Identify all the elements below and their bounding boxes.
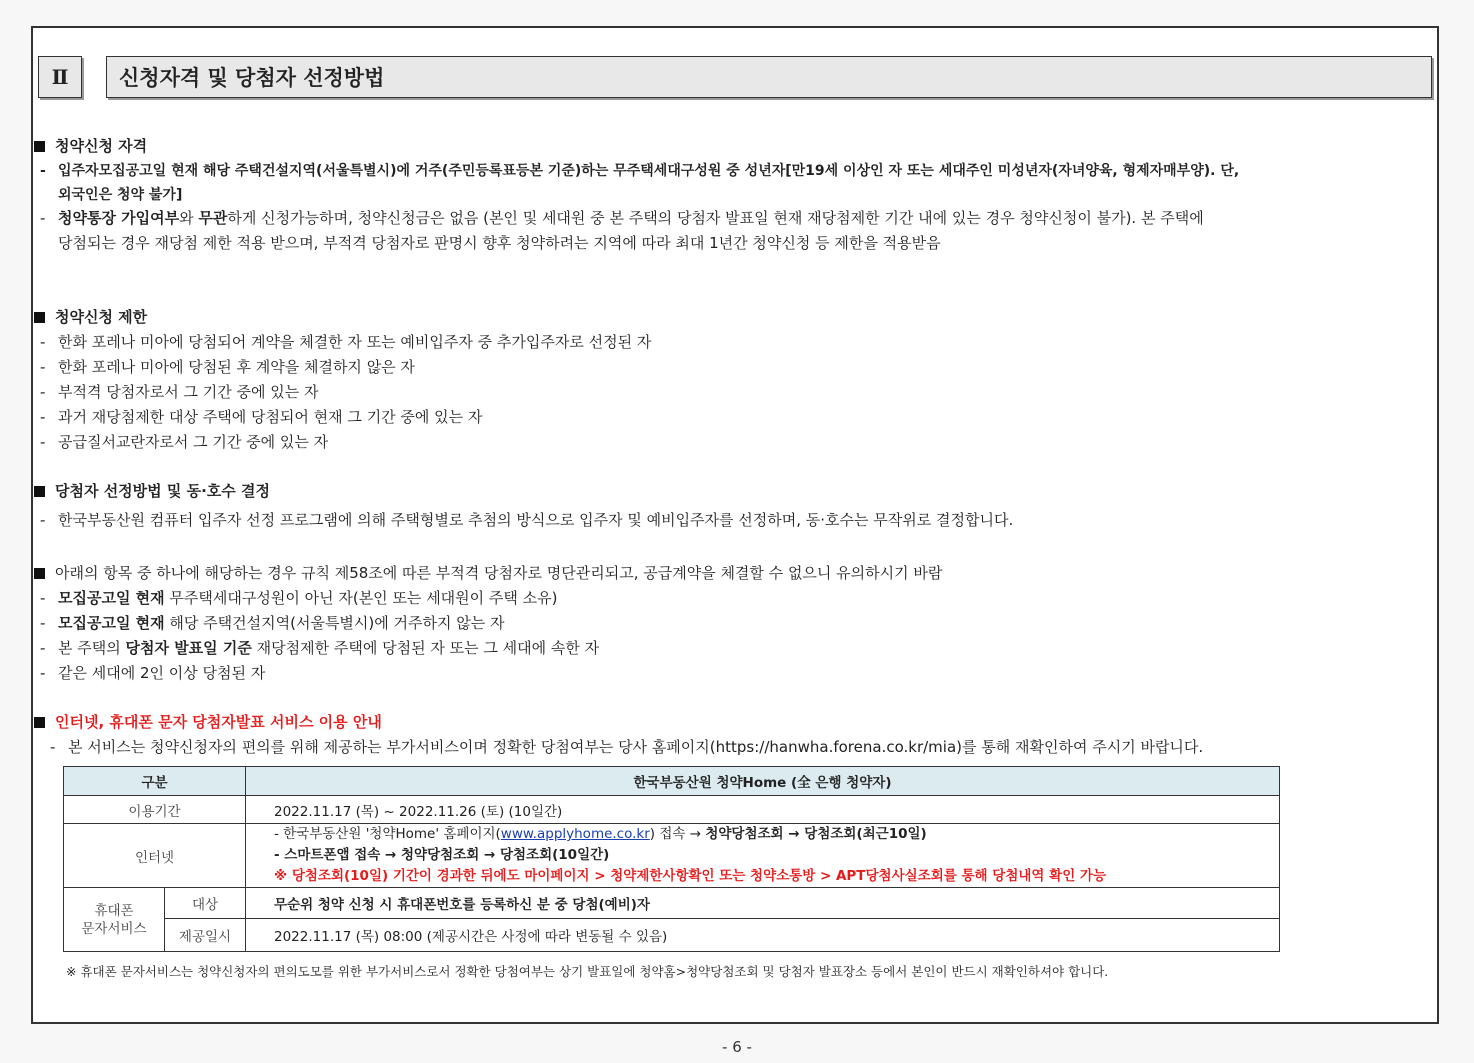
selection-method-line: - 한국부동산원 컴퓨터 입주자 선정 프로그램에 의해 주택형별로 추첨의 방식으로 입주자 및 예비입주자를 선정하며, 동·호수는 무작위로 결정합니다. xyxy=(40,511,1014,529)
row-label-internet: 인터넷 xyxy=(64,824,246,888)
ineligible-item: - 같은 세대에 2인 이상 당첨된 자 xyxy=(40,664,266,682)
heading-eligibility: 청약신청 자격 xyxy=(34,137,147,155)
restriction-item: - 부적격 당첨자로서 그 기간 중에 있는 자 xyxy=(40,383,319,401)
row-value-internet xyxy=(246,824,1280,888)
row-sublabel-datetime: 제공일시 xyxy=(165,919,246,952)
square-bullet-icon xyxy=(34,141,45,152)
row-value-period: 2022.11.17 (목) ~ 2022.11.26 (토) (10일간) xyxy=(246,796,1280,824)
internet-line-2: - 스마트폰앱 접속 → 청약당첨조회 → 당첨조회(10일간) xyxy=(274,847,610,863)
table-row xyxy=(64,796,1280,824)
notification-service-table xyxy=(63,766,1280,952)
table-row xyxy=(64,824,1280,888)
internet-line-3: ※ 당첨조회(10일) 기간이 경과한 뒤에도 마이페이지 > 청약제한사항확인 또는 청약소통방 > APT당첨사실조회를 통해 당첨내역 확인 가능 xyxy=(274,868,1107,884)
ineligible-item: - 본 주택의 당첨자 발표일 기준 재당첨제한 주택에 당첨된 자 또는 그 세대에 속한 자 xyxy=(40,639,600,657)
square-bullet-icon xyxy=(34,312,45,323)
eligibility-line-2: - 청약통장 가입여부와 무관하게 신청가능하며, 청약신청금은 없음 (본인 및 세대원 중 본 주택의 당첨자 발표일 현재 재당첨제한 기간 내에 있는 경우 청약신청이 불가). 본 주택에 xyxy=(40,209,1204,227)
heading-restriction: 청약신청 제한 xyxy=(34,308,147,326)
table-row xyxy=(64,888,1280,919)
heading-notification-service: 인터넷, 휴대폰 문자 당첨자발표 서비스 이용 안내 xyxy=(34,713,382,731)
heading-ineligible: 아래의 항목 중 하나에 해당하는 경우 규칙 제58조에 따른 부적격 당첨자로 명단관리되고, 공급계약을 체결할 수 없으니 유의하시기 바람 xyxy=(34,564,942,582)
row-value-target: 무순위 청약 신청 시 휴대폰번호를 등록하신 분 중 당첨(예비)자 xyxy=(246,888,1280,919)
restriction-item: - 한화 포레나 미아에 당첨되어 계약을 체결한 자 또는 예비입주자 중 추가입주자로 선정된 자 xyxy=(40,333,652,351)
restriction-item: - 공급질서교란자로서 그 기간 중에 있는 자 xyxy=(40,433,329,451)
square-bullet-icon xyxy=(34,568,45,579)
row-label-sms-service: 휴대폰 문자서비스 xyxy=(64,888,165,952)
restriction-item: - 한화 포레나 미아에 당첨된 후 계약을 체결하지 않은 자 xyxy=(40,358,415,376)
table-header-category: 구분 xyxy=(64,767,246,796)
eligibility-line-1b: 외국인은 청약 불가] xyxy=(58,187,183,203)
notification-service-line: - 본 서비스는 청약신청자의 편의를 위해 제공하는 부가서비스이며 정확한 당첨여부는 당사 홈페이지(https://hanwha.forena.co.kr/mia)를 통해 재확인하여 주시기 바랍니다. xyxy=(50,738,1204,756)
ineligible-item: - 모집공고일 현재 해당 주택건설지역(서울특별시)에 거주하지 않는 자 xyxy=(40,614,505,632)
applyhome-link[interactable]: www.applyhome.co.kr xyxy=(500,826,650,842)
footnote: ※ 휴대폰 문자서비스는 청약신청자의 편의도모를 위한 부가서비스로서 정확한 당첨여부는 상기 발표일에 청약홈>청약당첨조회 및 당첨자 발표장소 등에서 본인이 반드시 재확인하셔야 합니다. xyxy=(66,964,1109,979)
section-number: Ⅱ xyxy=(38,56,82,98)
page-number: - 6 - xyxy=(722,1038,752,1056)
row-sublabel-target: 대상 xyxy=(165,888,246,919)
square-bullet-icon xyxy=(34,486,45,497)
square-bullet-icon xyxy=(34,717,45,728)
internet-line-1: - 한국부동산원 '청약Home' 홈페이지(www.applyhome.co.kr) 접속 → 청약당첨조회 → 당첨조회(최근10일) xyxy=(274,826,927,842)
row-value-datetime: 2022.11.17 (목) 08:00 (제공시간은 사정에 따라 변동될 수 있음) xyxy=(246,919,1280,952)
ineligible-item: - 모집공고일 현재 무주택세대구성원이 아닌 자(본인 또는 세대원이 주택 소유) xyxy=(40,589,558,607)
section-title: 신청자격 및 당첨자 선정방법 xyxy=(106,56,1432,98)
table-header-service: 한국부동산원 청약Home (全 은행 청약자) xyxy=(246,767,1280,796)
heading-selection-method: 당첨자 선정방법 및 동·호수 결정 xyxy=(34,482,270,500)
eligibility-line-1: - 입주자모집공고일 현재 해당 주택건설지역(서울특별시)에 거주(주민등록표등본 기준)하는 무주택세대구성원 중 성년자[만19세 이상인 자 또는 세대주인 미성년자(자녀양육, 형제자매부양). 단, xyxy=(40,163,1240,179)
row-label-period: 이용기간 xyxy=(64,796,246,824)
restriction-item: - 과거 재당첨제한 대상 주택에 당첨되어 현재 그 기간 중에 있는 자 xyxy=(40,408,483,426)
table-row xyxy=(64,919,1280,952)
eligibility-line-2b: 당첨되는 경우 재당첨 제한 적용 받으며, 부적격 당첨자로 판명시 향후 청약하려는 지역에 따라 최대 1년간 청약신청 등 제한을 적용받음 xyxy=(58,234,941,252)
table-header-row xyxy=(64,767,1280,796)
